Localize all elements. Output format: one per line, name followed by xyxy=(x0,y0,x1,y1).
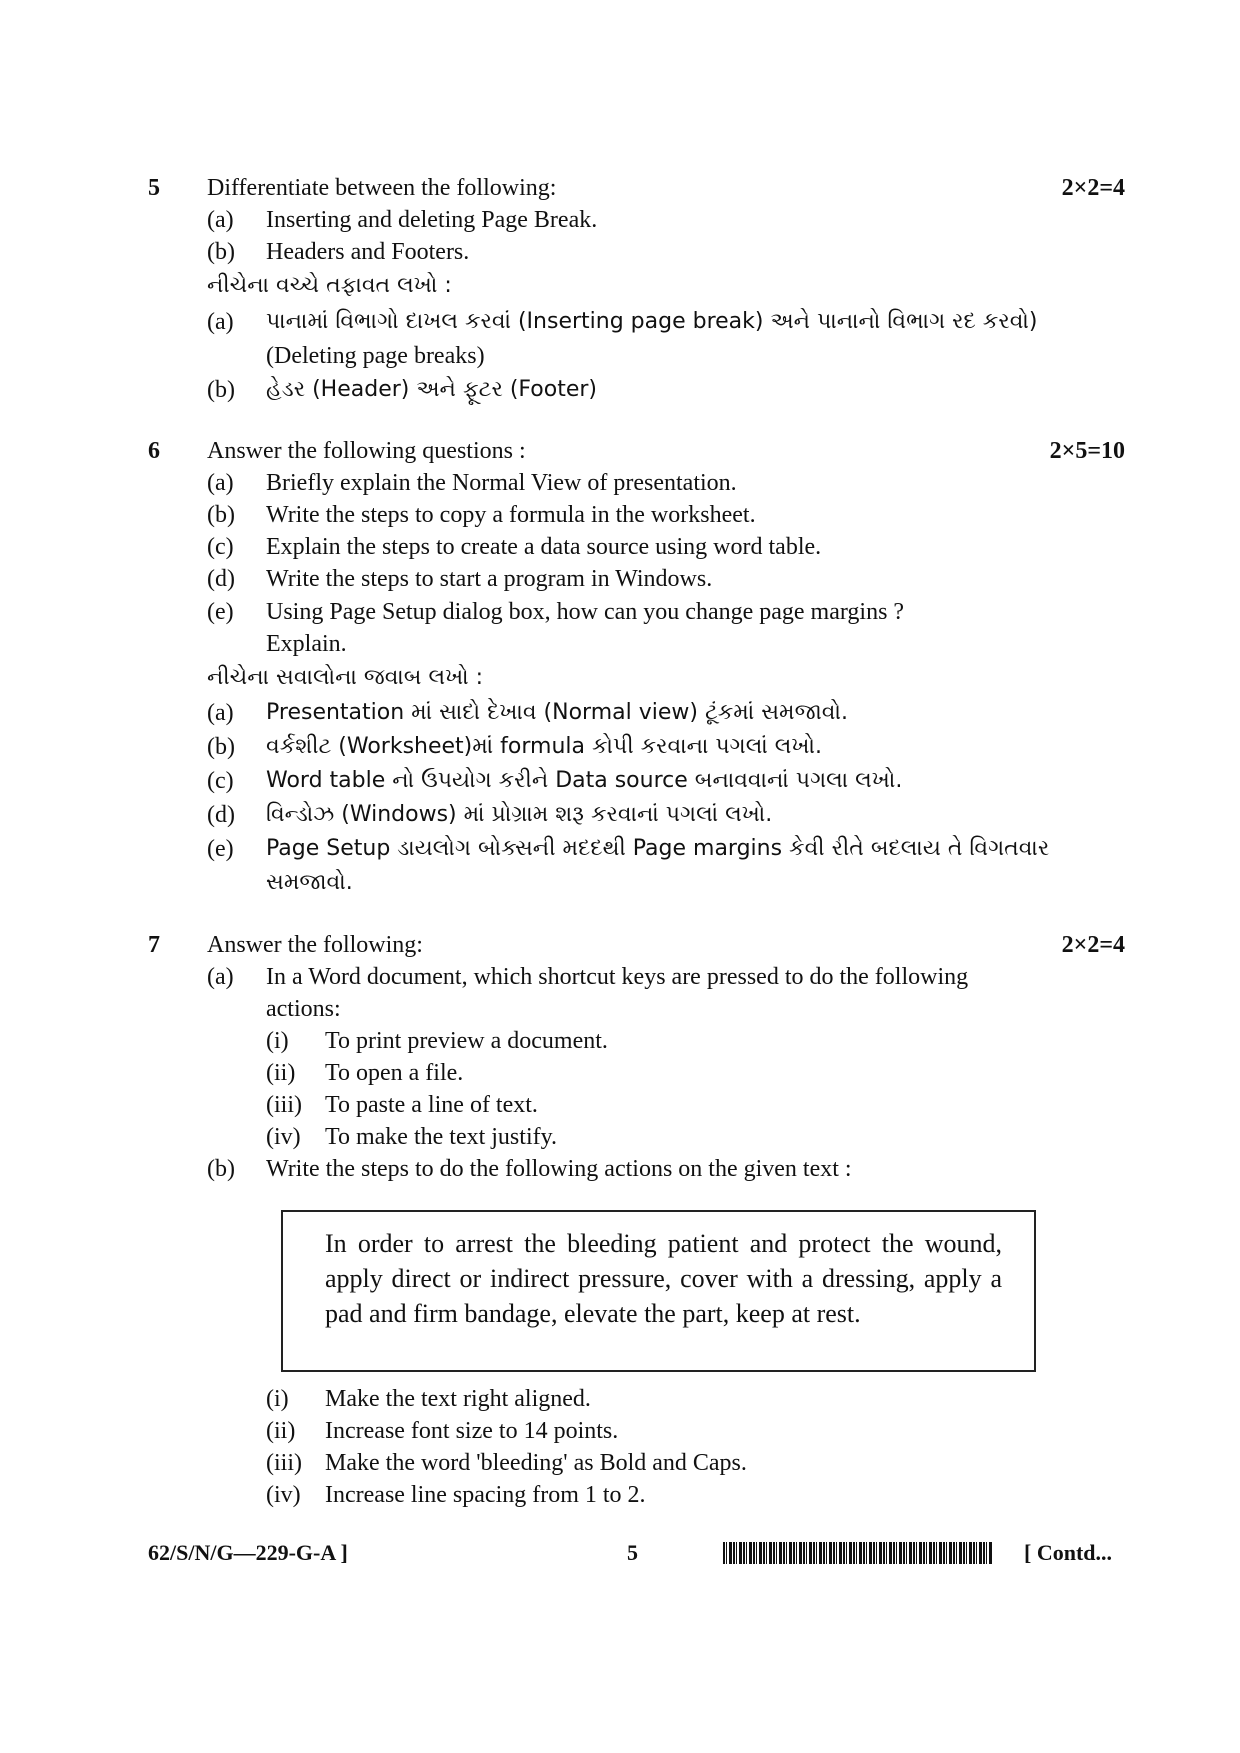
page-footer xyxy=(0,1536,1240,1570)
list-item: (b) Write the steps to do the following actions on the given text : xyxy=(207,1156,852,1182)
sub-item: (iii) To paste a line of text. xyxy=(266,1092,538,1118)
list-item-continuation: સમજાવો. xyxy=(266,870,353,895)
sub-item: (iv) Increase line spacing from 1 to 2. xyxy=(266,1482,646,1508)
sub-item: (i) To print preview a document. xyxy=(266,1028,608,1054)
question-header xyxy=(0,929,1240,961)
list-item: (b) Headers and Footers. xyxy=(207,239,470,265)
list-item: (a) Presentation માં સાદો દેખાવ (Normal view) ટૂંકમાં સમજાવો. xyxy=(207,700,848,726)
sub-item: (ii) Increase font size to 14 points. xyxy=(266,1418,619,1444)
question-5 xyxy=(0,172,1240,204)
list-item: (a) In a Word document, which shortcut keys are pressed to do the following xyxy=(207,964,969,990)
question-number: 6 xyxy=(148,438,160,464)
question-6 xyxy=(0,435,1240,467)
question-title: Answer the following: xyxy=(207,932,423,958)
passage-box: In order to arrest the bleeding patient and protect the wound, apply direct or indirect pressure, cover with a dressing, apply a pad and firm bandage, elevate the part, keep at rest. xyxy=(281,1210,1036,1372)
sub-item: (iii) Make the word 'bleeding' as Bold and Caps. xyxy=(266,1450,747,1476)
list-item: (a) Briefly explain the Normal View of presentation. xyxy=(207,470,737,496)
page-number: 5 xyxy=(627,1540,638,1565)
question-marks: 2×2=4 xyxy=(1061,932,1125,958)
list-item: (b) Write the steps to copy a formula in the worksheet. xyxy=(207,502,756,528)
sub-item: (iv) To make the text justify. xyxy=(266,1124,558,1150)
barcode-icon xyxy=(723,1542,993,1564)
question-header xyxy=(0,435,1240,467)
list-item: (d) વિન્ડોઝ (Windows) માં પ્રોગ્રામ શરૂ કરવાનાં પગલાં લખો. xyxy=(207,802,773,828)
question-7 xyxy=(0,929,1240,961)
continued-label: [ Contd... xyxy=(1024,1540,1113,1565)
list-item: (c) Word table નો ઉપયોગ કરીને Data source બનાવવાનાં પગલા લખો. xyxy=(207,768,903,794)
question-title: Differentiate between the following: xyxy=(207,175,557,201)
question-marks: 2×2=4 xyxy=(1061,175,1125,201)
question-number: 5 xyxy=(148,175,160,201)
gujarati-title: નીચેના વચ્ચે તફાવત લખો : xyxy=(207,273,452,298)
question-marks: 2×5=10 xyxy=(1049,438,1125,464)
list-item-continuation: (Deleting page breaks) xyxy=(266,343,485,369)
gujarati-title: નીચેના સવાલોના જવાબ લખો : xyxy=(207,665,484,690)
list-item: (d) Write the steps to start a program in Windows. xyxy=(207,566,713,592)
sub-item: (i) Make the text right aligned. xyxy=(266,1386,591,1412)
sub-item: (ii) To open a file. xyxy=(266,1060,464,1086)
list-item: (b) વર્કશીટ (Worksheet)માં formula કોપી કરવાના પગલાં લખો. xyxy=(207,734,822,760)
question-title: Answer the following questions : xyxy=(207,438,526,464)
paper-code: 62/S/N/G—229-G-A ] xyxy=(148,1540,348,1565)
list-item-continuation: Explain. xyxy=(266,631,347,657)
list-item: (a) પાનામાં વિભાગો દાખલ કરવાં (Inserting page break) અને પાનાનો વિભાગ રદ કરવો) xyxy=(207,309,1038,335)
list-item: (e) Page Setup ડાયલોગ બોક્સની મદદથી Page margins કેવી રીતે બદલાય તે વિગતવાર xyxy=(207,836,1050,862)
list-item: (c) Explain the steps to create a data source using word table. xyxy=(207,534,822,560)
question-header xyxy=(0,172,1240,204)
list-item: (b) હેડર (Header) અને ફૂટર (Footer) xyxy=(207,377,597,403)
list-item: (e) Using Page Setup dialog box, how can you change page margins ? xyxy=(207,599,905,625)
list-item: (a) Inserting and deleting Page Break. xyxy=(207,207,598,233)
question-number: 7 xyxy=(148,932,160,958)
list-item-continuation: actions: xyxy=(266,996,341,1022)
